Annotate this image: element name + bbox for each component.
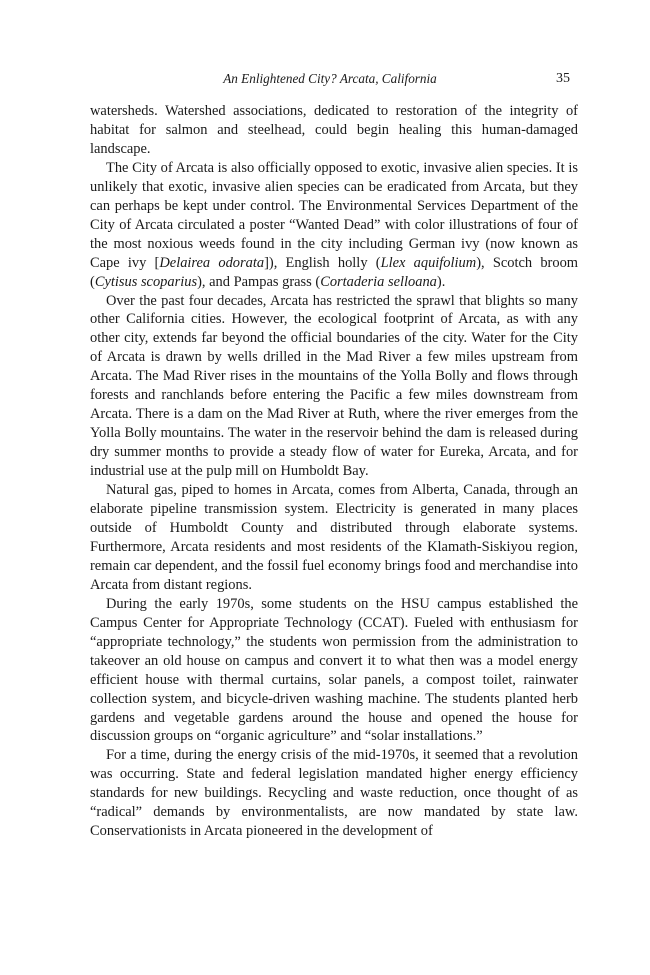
species-name: Llex aquifolium bbox=[380, 254, 477, 271]
species-name: Cytisus scoparius bbox=[94, 273, 198, 290]
text-run: The City of Arcata is also officially opposed to exotic, invasive alien species. It is unlikely that exotic, invasive alien species can be eradicated from Arcata, but they can perhaps be kept under control. The Environmental Services Department of the City of Arcata circulated a poster “Wanted Dead” with color illustrations of four of the most noxious weeds found in the city including German ivy (now known as Cape ivy [ bbox=[90, 159, 578, 271]
paragraph-watersheds: watersheds. Watershed associations, dedicated to restoration of the integrity of habitat for salmon and steelhead, could begin healing this human-damaged landscape. bbox=[90, 103, 578, 157]
text-run: ]), English holly ( bbox=[264, 254, 381, 271]
running-title: An Enlightened City? Arcata, California bbox=[223, 71, 437, 86]
paragraph-energy-crisis: For a time, during the energy crisis of the mid-1970s, it seemed that a revolution was occurring. State and federal legislation mandated higher energy efficiency standards for new buildings. Recycling and waste reduction, once thought of as “radical” demands by environmentalists, are now mandated by state law. Conservationists in Arcata pioneered in the development of bbox=[90, 747, 578, 840]
species-name: Delairea odorata bbox=[159, 254, 265, 271]
text-run: ). bbox=[436, 273, 446, 290]
paragraph-energy-sources: Natural gas, piped to homes in Arcata, comes from Alberta, Canada, through an elaborate pipeline transmission system. Electricity is generated in many places outside of Humboldt County and distributed through elaborate systems. Furthermore, Arcata residents and most residents of the Klamath-Siskiyou region, remain car dependent, and the fossil fuel economy brings food and merchandise into Arcata from distant regions. bbox=[90, 482, 578, 593]
paragraph-invasive-species bbox=[90, 159, 578, 292]
running-header bbox=[90, 69, 570, 89]
page-number: 35 bbox=[556, 71, 570, 86]
body-text bbox=[90, 102, 578, 841]
text-run: ), and Pampas grass ( bbox=[197, 273, 321, 290]
paragraph-ecological-footprint: Over the past four decades, Arcata has restricted the sprawl that blights so many other California cities. However, the ecological footprint of Arcata, as with any other city, extends far beyond the official boundaries of the city. Water for the City of Arcata is drawn by wells drilled in the Mad River a few miles upstream from Arcata. The Mad River rises in the mountains of the Yolla Bolly and flows through forests and ranchlands before entering the Pacific a few miles downstream from Arcata. There is a dam on the Mad River at Ruth, where the river emerges from the Yolla Bolly mountains. The water in the reservoir behind the dam is released during dry summer months to provide a steady flow of water for Eureka, Arcata, and for industrial use at the pulp mill on Humboldt Bay. bbox=[90, 292, 578, 480]
text-run: ), Scotch broom ( bbox=[90, 254, 579, 290]
species-name: Cortaderia selloana bbox=[320, 273, 437, 290]
paragraph-ccat: During the early 1970s, some students on the HSU campus established the Campus Center for Appropriate Technology (CCAT). Fueled with enthusiasm for “appropriate technology,” the students won permission from the administration to takeover an old house on campus and convert it to what then was a model energy efficient house with thermal curtains, solar panels, a compost toilet, rainwater collection system, and bicycle-driven washing machine. The students planted herb gardens and vegetable gardens around the house and opened the house for discussion groups on “organic agriculture” and “solar installations.” bbox=[90, 595, 578, 745]
